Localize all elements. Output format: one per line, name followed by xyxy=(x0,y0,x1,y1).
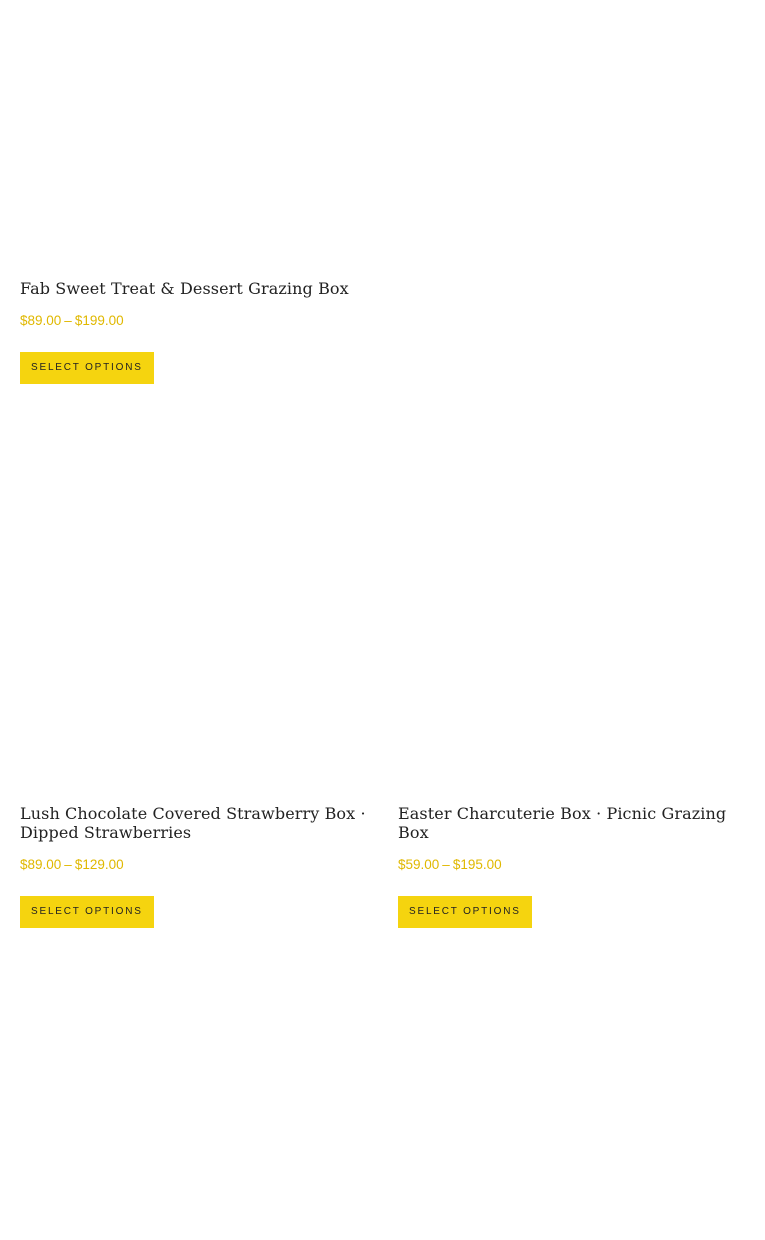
product-title[interactable]: Easter Charcuterie Box · Picnic Grazing Box xyxy=(398,804,727,842)
price-min: $89.00 xyxy=(20,857,62,872)
product-image[interactable] xyxy=(398,420,753,795)
select-options-button[interactable]: SELECT OPTIONS xyxy=(20,896,154,928)
product-price xyxy=(20,857,375,873)
product-title[interactable]: Lush Chocolate Covered Strawberry Box · Dipped Strawberries xyxy=(20,804,366,842)
price-max: $195.00 xyxy=(452,857,502,872)
product-image[interactable] xyxy=(20,420,375,795)
product-title[interactable]: Fab Sweet Treat & Dessert Grazing Box xyxy=(20,279,349,298)
product-image[interactable] xyxy=(20,0,375,270)
price-max: $129.00 xyxy=(74,857,124,872)
select-options-button[interactable]: SELECT OPTIONS xyxy=(398,896,532,928)
price-min: $59.00 xyxy=(398,857,440,872)
price-separator: – xyxy=(64,313,72,328)
product-price xyxy=(398,857,758,873)
product-price xyxy=(20,313,375,329)
price-separator: – xyxy=(442,857,450,872)
price-min: $89.00 xyxy=(20,313,62,328)
select-options-button[interactable]: SELECT OPTIONS xyxy=(20,352,154,384)
product-card xyxy=(20,279,375,384)
product-card xyxy=(20,804,375,928)
price-separator: – xyxy=(64,857,72,872)
price-max: $199.00 xyxy=(74,313,124,328)
product-card xyxy=(398,804,758,928)
